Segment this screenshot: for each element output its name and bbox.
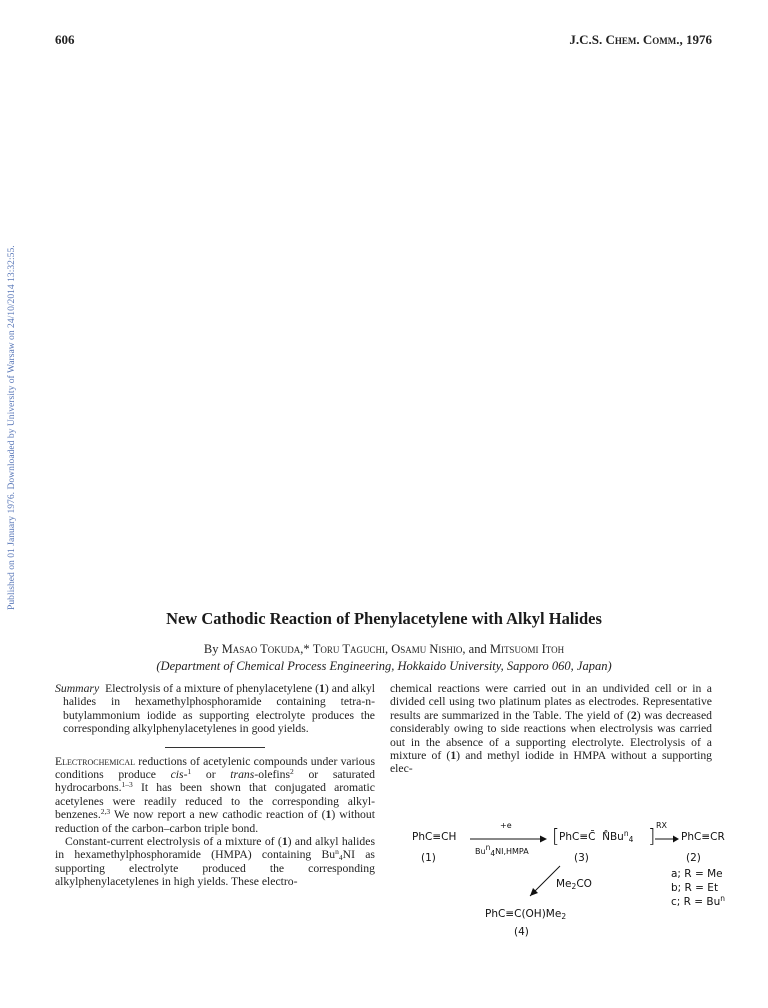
article-title: New Cathodic Reaction of Phenylacetylene with Alkyl Halides xyxy=(166,609,602,628)
reactant-formula: PhC≡CH xyxy=(412,831,457,843)
bracket-right: ] xyxy=(648,825,656,847)
download-watermark[interactable] xyxy=(4,82,18,612)
substituent-c: c; $R = Bu^n$ xyxy=(671,894,726,908)
reaction-arrow-1 xyxy=(468,834,548,844)
summary-paragraph: Summary Electrolysis of a mixture of phenylacetylene (1) and alkyl halides in hexamethylphosphoramide containing tetra-n-butylammonium iodide as supporting electrolyte produces the corresponding alkylphenylacetylenes in good yields. xyxy=(55,682,375,736)
arrow2-top-label: RX xyxy=(656,821,668,830)
substituent-b: b; R = Et xyxy=(671,882,719,894)
compound-label-4: (4) xyxy=(514,926,529,938)
download-watermark-text: Published on 01 January 1976. Downloaded by University of Warsaw on 24/10/2014 13:32:55. xyxy=(6,245,17,610)
compound-label-2: (2) xyxy=(686,852,701,864)
journal-header: J.C.S. Chem. Comm., 1976 xyxy=(569,32,712,47)
body-paragraph-3: chemical reactions were carried out in an undivided cell or in a divided cell using two platinum plates as electrodes. Representative results are summarized in the Table. The yield of (2) was decreased considerably owing to side reactions when electrolysis was carried out in the absence of a supporting electrolyte. Electrolysis of a mixture of (1) and methyl iodide in HMPA without a supporting elec- xyxy=(390,682,713,776)
intermediate-formula: PhC≡C̄ $N̊Bu^n_4$ xyxy=(559,829,634,844)
left-column xyxy=(55,682,375,889)
branch-product: $PhC\equiv C(OH)Me_2$ xyxy=(485,908,567,921)
arrow1-bottom-label: $Bu^n_4NI,HMPA$ xyxy=(475,843,529,858)
article-affiliation: (Department of Chemical Process Engineering, Hokkaido University, Sapporo 060, Japan) xyxy=(156,659,612,673)
arrow1-top-label: +e xyxy=(500,821,512,830)
section-divider xyxy=(165,747,265,748)
reaction-scheme xyxy=(380,820,726,1000)
branch-reagent: $Me_2CO$ xyxy=(556,878,592,891)
body-paragraph-2: Constant-current electrolysis of a mixture of (1) and alkyl halides in hexamethylphosphoramide (HMPA) containing $Bu^n_4NI$ as supporting electrolyte produced the corresponding alkylphenylacetylenes in high yields. These electro- xyxy=(55,835,375,889)
compound-label-3: (3) xyxy=(574,852,589,864)
reaction-arrow-2 xyxy=(654,834,680,844)
substituent-a: a; R = Me xyxy=(671,868,723,880)
bracket-left: [ xyxy=(552,825,560,847)
right-column xyxy=(390,682,712,776)
article-authors: By Masao Tokuda,* Toru Taguchi, Osamu Nishio, and Mitsuomi Itoh xyxy=(203,642,565,656)
compound-label-1: (1) xyxy=(421,852,436,864)
summary-label: Summary xyxy=(55,682,100,695)
body-paragraph-1: Electrochemical reductions of acetylenic compounds under various conditions produce cis-$^1$ or trans-olefins$^2$ or saturated hydrocarbons.$^{1-3}$ It has been shown that conjugated aromatic acetylenes were readily reduced to the corresponding alkyl-benzenes.$^{2,3}$ We now report a new cathodic reaction of (1) without reduction of the carbon–carbon triple bond. xyxy=(55,754,375,835)
page-number: 606 xyxy=(55,32,75,47)
product-formula: PhC≡CR xyxy=(681,831,725,843)
